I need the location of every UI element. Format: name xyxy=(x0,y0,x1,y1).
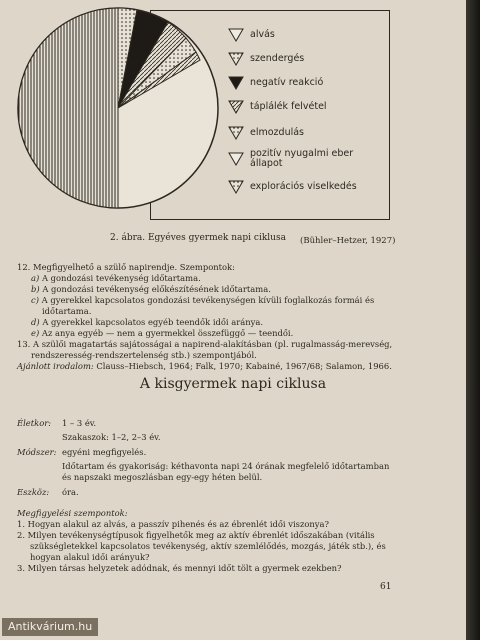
list-item xyxy=(31,273,201,284)
legend-item-pozitiv xyxy=(228,149,353,169)
legend-label-line1: pozitív nyugalmi eber xyxy=(250,148,354,159)
observation-num: 3. xyxy=(17,563,25,573)
list-text: A gondozási tevékenység előkészítésének időtartama. xyxy=(42,284,271,294)
list-text: Az anya egyéb — nem a gyermekkel összefüggő — teendői. xyxy=(41,328,294,338)
list-item xyxy=(17,262,235,273)
list-item xyxy=(42,306,91,317)
observation-item xyxy=(30,552,150,563)
observation-item xyxy=(17,519,329,530)
literature-line xyxy=(17,361,392,372)
list-num: c) xyxy=(31,295,39,305)
field-label: Eszköz: xyxy=(17,487,50,497)
legend-label: explorációs viselkedés xyxy=(250,181,357,192)
list-text: időtartama. xyxy=(42,306,92,316)
list-item xyxy=(31,284,271,295)
legend-label: szendergés xyxy=(250,53,305,64)
triangle-light-icon xyxy=(228,152,244,166)
observation-num: 1. xyxy=(17,519,25,529)
triangle-dotted-icon xyxy=(228,52,244,66)
observation-text: szükségletekkel kapcsolatos tevékenység, aktív szemlélődés, mozgás, játék stb.), és xyxy=(30,541,386,551)
legend-label: alvás xyxy=(250,29,275,40)
literature-label: Ajánlott irodalom: xyxy=(17,361,94,371)
list-text: A gyerekkel kapcsolatos egyéb teendők idői aránya. xyxy=(42,317,264,327)
field-value: 1 – 3 év. xyxy=(62,418,97,428)
triangle-checked-icon xyxy=(228,126,244,140)
legend-item-negativ xyxy=(228,76,323,90)
legend-label: elmozdulás xyxy=(250,127,304,138)
legend-item-szendergés xyxy=(228,52,304,66)
section-title: A kisgyermek napi ciklusa xyxy=(139,376,327,392)
legend-item-exploracio xyxy=(228,180,357,194)
legend-label: negatív reakció xyxy=(250,77,324,88)
observation-text: Hogyan alakul az alvás, a passzív pihenés és az ébrenlét idői viszonya? xyxy=(27,519,330,529)
field-value: óra. xyxy=(62,487,79,497)
field-label: Módszer: xyxy=(17,447,57,457)
field-value: egyéni megfigyelés. xyxy=(62,447,147,457)
list-num: b) xyxy=(31,284,40,294)
triangle-dotted-icon xyxy=(228,100,244,114)
observation-text: Milyen tevékenységtípusok figyelhetők meg az aktív ébrenlét időszakában (vitális xyxy=(27,530,375,540)
book-spine xyxy=(466,0,480,640)
legend-item-alvas xyxy=(228,28,275,42)
triangle-light-icon xyxy=(228,28,244,42)
field-value: Szakaszok: 1–2, 2–3 év. xyxy=(62,432,161,442)
list-num: 13. xyxy=(17,339,31,349)
legend-item-taplalek xyxy=(228,100,327,114)
list-text: Megfigyelhető a szülő napirendje. Szempontok: xyxy=(33,262,235,272)
triangle-dotted-icon xyxy=(228,180,244,194)
list-num: e) xyxy=(31,328,40,338)
field-value: Időtartam és gyakoriság: kéthavonta napi 24 órának megfelelő időtartamban xyxy=(62,461,390,471)
pie-slice-alvas xyxy=(18,8,118,208)
list-item xyxy=(31,317,263,328)
legend-item-elmozdulas xyxy=(228,126,304,140)
observation-label: Megfigyelési szempontok: xyxy=(17,508,128,518)
triangle-black-icon xyxy=(228,76,244,90)
list-item xyxy=(31,350,257,361)
figure xyxy=(0,0,466,226)
list-item xyxy=(31,328,293,339)
list-item xyxy=(17,339,392,350)
literature-text: Clauss–Hiebsch, 1964; Falk, 1970; Kabainé, 1967/68; Salamon, 1966. xyxy=(96,361,392,371)
list-num: d) xyxy=(31,317,40,327)
observation-text: Milyen társas helyzetek adódnak, és mennyi időt tölt a gyermek ezekben? xyxy=(27,563,342,573)
observation-text: hogyan alakul idői arányuk? xyxy=(30,552,150,562)
list-text: A gyerekkel kapcsolatos gondozási tevékenységen kívüli foglalkozás formái és xyxy=(41,295,375,305)
list-text: A szülői magatartás sajátosságai a napirend-alakításban (pl. rugalmasság-merevség, xyxy=(33,339,393,349)
field-value: és napszaki megoszlásban egy-egy héten belül. xyxy=(62,472,263,482)
legend-label xyxy=(250,149,353,169)
observation-item xyxy=(17,530,375,541)
figure-caption: 2. ábra. Egyéves gyermek napi ciklusa xyxy=(110,233,286,243)
list-num: a) xyxy=(31,273,40,283)
observation-item xyxy=(17,563,342,574)
legend-label-line2: állapot xyxy=(250,158,283,169)
list-text: A gondozási tevékenység időtartama. xyxy=(41,273,201,283)
list-item xyxy=(31,295,374,306)
watermark-logo: Antikvárium.hu xyxy=(2,618,98,636)
field-label: Életkor: xyxy=(17,418,52,428)
list-num: 12. xyxy=(17,262,31,272)
observation-num: 2. xyxy=(17,530,25,540)
page-number: 61 xyxy=(380,582,392,592)
legend-label: táplálék felvétel xyxy=(250,101,327,112)
observation-item xyxy=(30,541,386,552)
figure-source: (Bühler–Hetzer, 1927) xyxy=(300,236,396,246)
list-text: rendszeresség-rendszertelenség stb.) szempontjából. xyxy=(31,350,257,360)
